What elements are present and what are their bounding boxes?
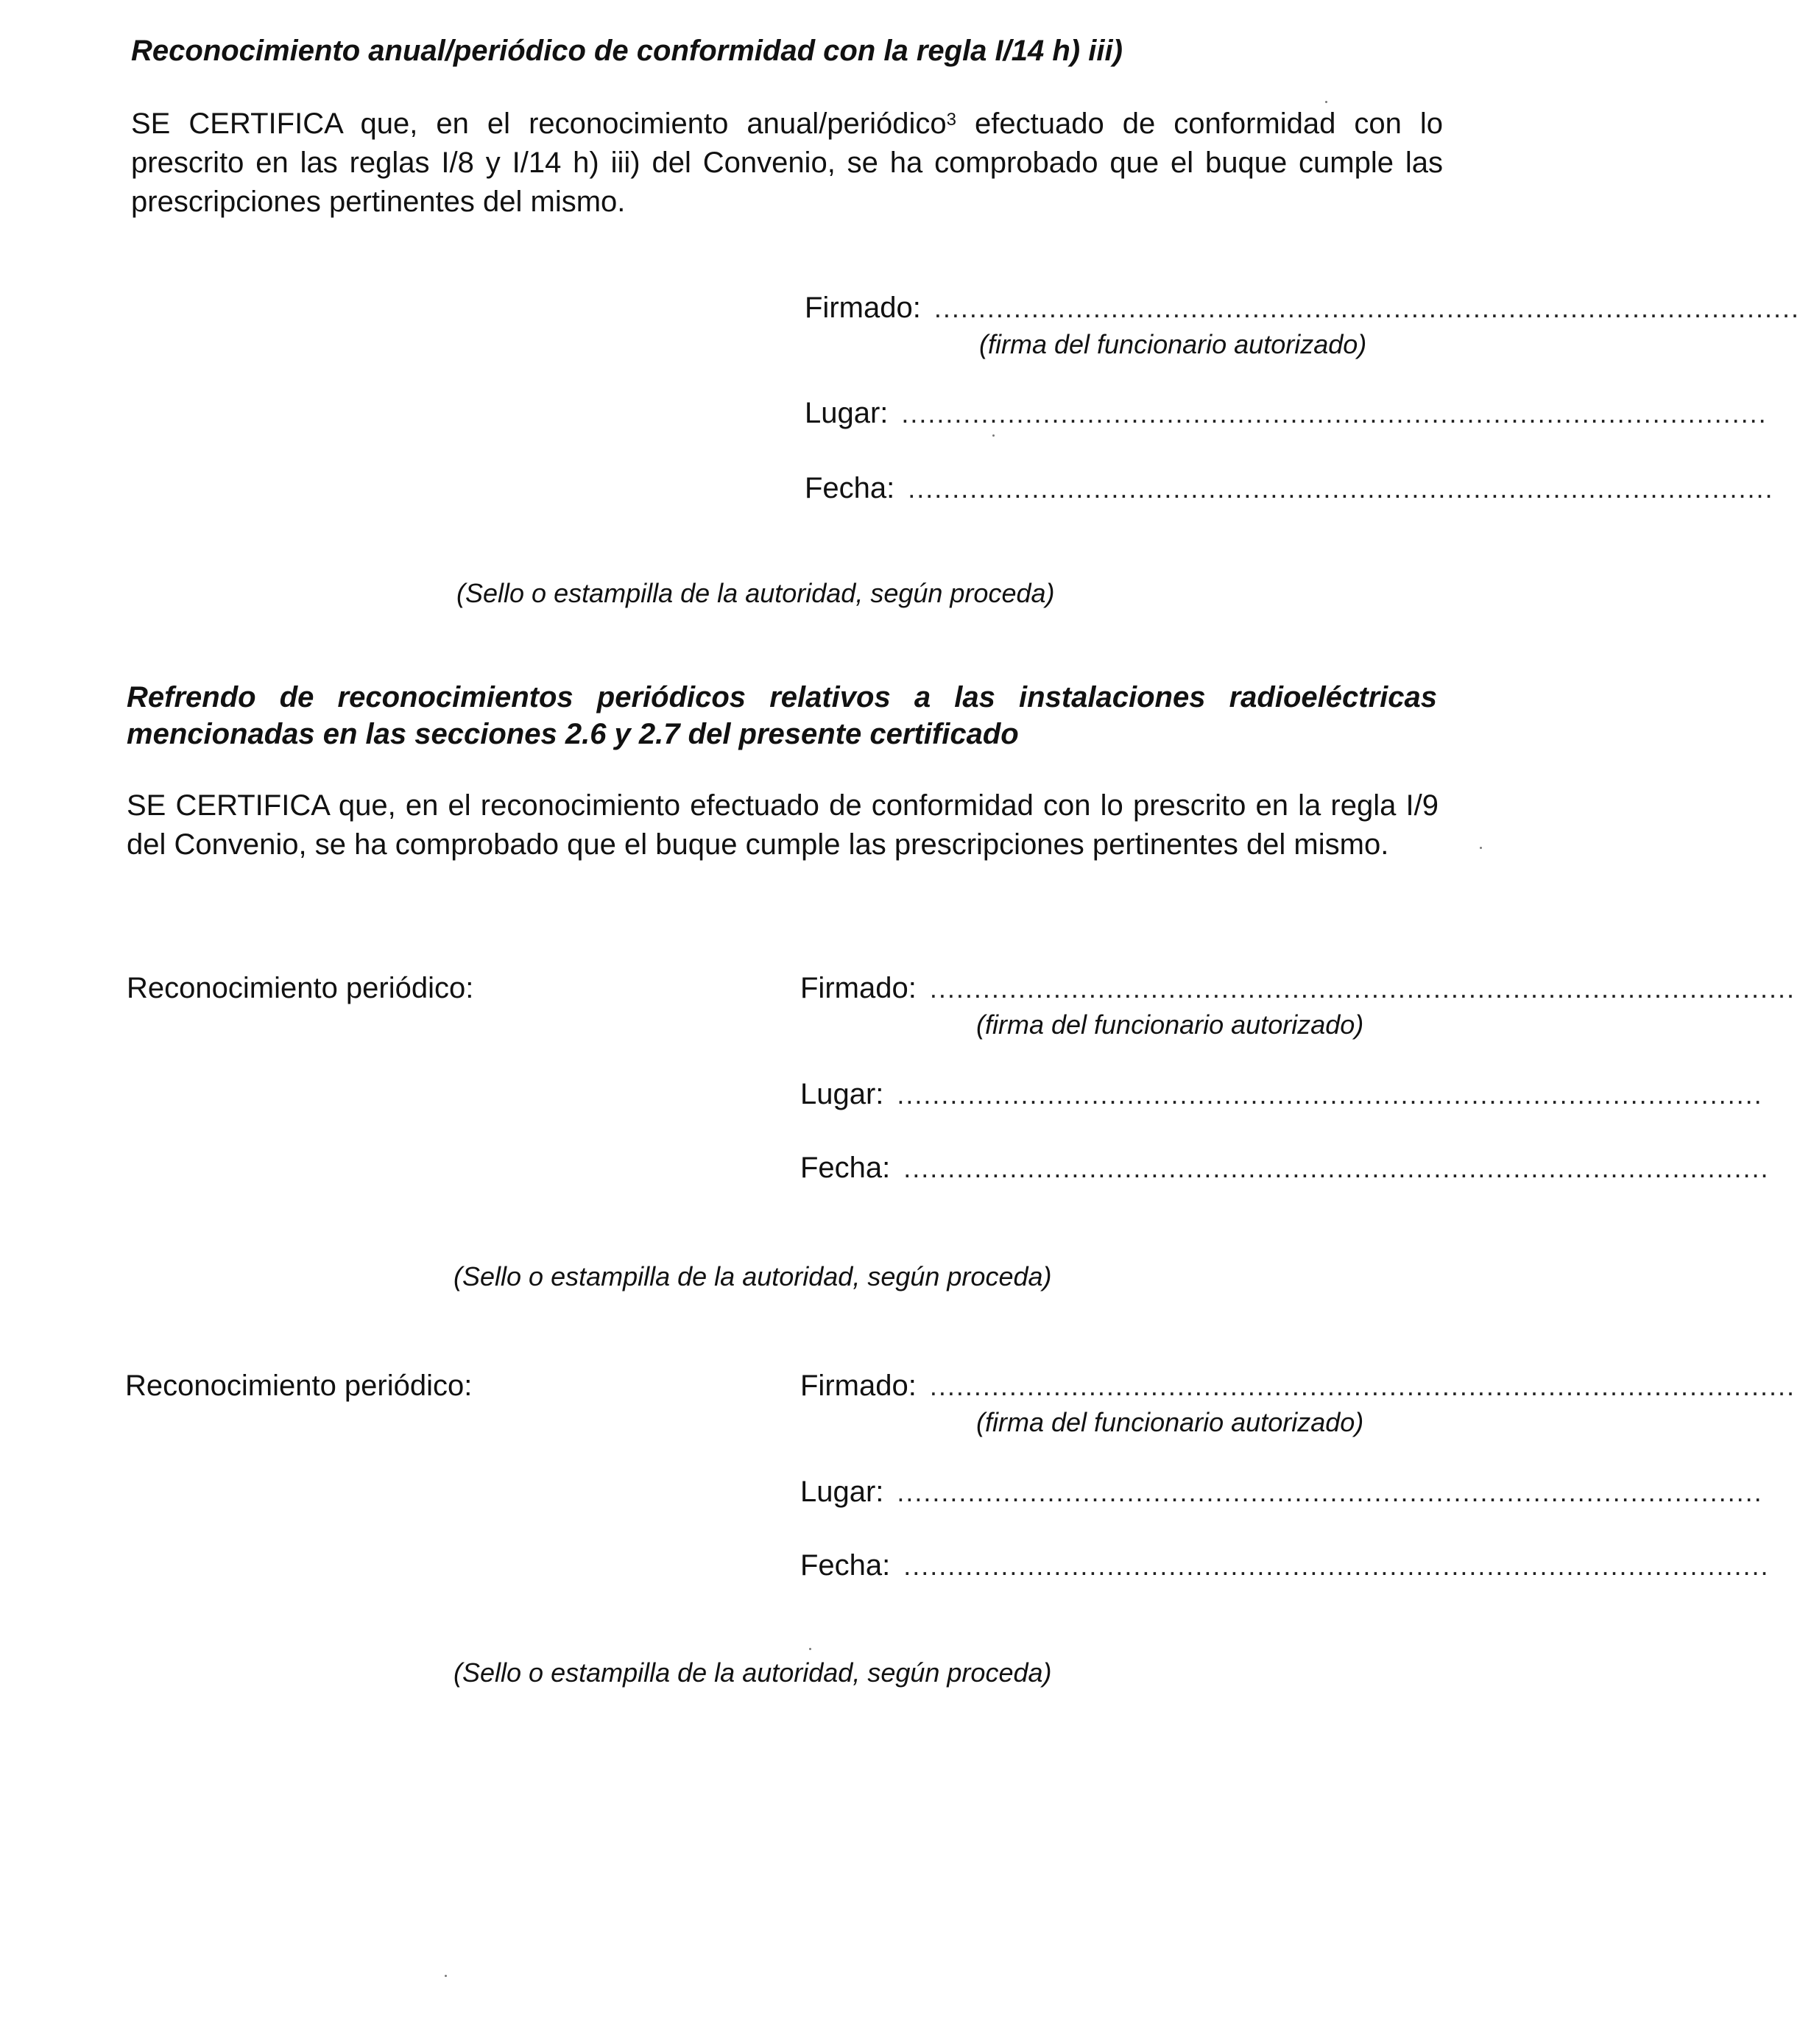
section1-paragraph-text-cont: efectuado de conformidad con lo prescrito en las reglas I/8 y I/14 h) iii) del Convenio, se ha comprobado que el buque cumple las prescripciones pertinentes del mismo. bbox=[131, 108, 1443, 218]
scan-speck bbox=[1480, 847, 1482, 849]
section1-firmado-field bbox=[805, 290, 1800, 326]
block2-periodic-survey-label: Reconocimiento periódico: bbox=[125, 1370, 473, 1402]
scan-speck bbox=[445, 1975, 447, 1977]
fecha-label: Fecha: bbox=[805, 472, 895, 504]
fecha-label: Fecha: bbox=[800, 1549, 891, 1582]
place-dotted-line: .................................................................................................. bbox=[897, 1477, 1763, 1507]
block2-firmado-field bbox=[800, 1368, 1796, 1404]
date-dotted-line: .................................................................................................. bbox=[903, 1551, 1770, 1581]
section2-paragraph: SE CERTIFICA que, en el reconocimiento efectuado de conformidad con lo prescrito en la regla I/9 del Convenio, se ha comprobado que el buque cumple las prescripciones pertinentes del mismo. bbox=[127, 789, 1439, 861]
section1-paragraph bbox=[131, 105, 1443, 222]
section1-firma-note: (firma del funcionario autorizado) bbox=[979, 329, 1367, 359]
scan-speck bbox=[992, 434, 995, 437]
fecha-label: Fecha: bbox=[800, 1152, 891, 1184]
block2-firma-note: (firma del funcionario autorizado) bbox=[976, 1407, 1364, 1437]
lugar-label: Lugar: bbox=[805, 397, 889, 429]
lugar-label: Lugar: bbox=[800, 1476, 884, 1508]
section2-heading-line2: mencionadas en las secciones 2.6 y 2.7 del presente certificado bbox=[127, 718, 1019, 750]
firmado-label: Firmado: bbox=[800, 1370, 917, 1402]
block1-stamp-note: (Sello o estampilla de la autoridad, según proceda) bbox=[453, 1261, 1052, 1291]
section1-fecha-field bbox=[805, 471, 1774, 507]
place-dotted-line: .................................................................................................. bbox=[901, 398, 1768, 429]
block1-firma-note: (firma del funcionario autorizado) bbox=[976, 1009, 1364, 1040]
section2-heading-line1: Refrendo de reconocimientos periódicos relativos a las instalaciones radioeléctricas bbox=[127, 681, 1437, 713]
signature-dotted-line: .................................................................................................. bbox=[929, 1371, 1796, 1401]
scan-speck bbox=[1325, 101, 1327, 103]
section2-heading bbox=[127, 679, 1437, 753]
section1-stamp-note: (Sello o estampilla de la autoridad, según proceda) bbox=[456, 578, 1055, 608]
section1-paragraph-text: SE CERTIFICA que, en el reconocimiento anual/periódico bbox=[131, 108, 947, 140]
block1-periodic-survey-label: Reconocimiento periódico: bbox=[127, 972, 474, 1004]
signature-dotted-line: .................................................................................................. bbox=[929, 973, 1796, 1004]
place-dotted-line: .................................................................................................. bbox=[897, 1079, 1763, 1110]
date-dotted-line: .................................................................................................. bbox=[903, 1153, 1770, 1183]
block2-fecha-field bbox=[800, 1548, 1770, 1584]
block2-stamp-note: (Sello o estampilla de la autoridad, según proceda) bbox=[453, 1657, 1052, 1688]
lugar-label: Lugar: bbox=[800, 1078, 884, 1110]
firmado-label: Firmado: bbox=[805, 292, 921, 324]
scan-speck bbox=[809, 1648, 811, 1650]
signature-dotted-line: .................................................................................................. bbox=[933, 293, 1800, 323]
section1-heading: Reconocimiento anual/periódico de conformidad con la regla I/14 h) iii) bbox=[131, 35, 1123, 67]
block2-lugar-field bbox=[800, 1474, 1763, 1510]
footnote-reference: 3 bbox=[946, 110, 956, 130]
firmado-label: Firmado: bbox=[800, 972, 917, 1004]
block1-firmado-field bbox=[800, 970, 1796, 1007]
date-dotted-line: .................................................................................................. bbox=[908, 473, 1774, 504]
block1-fecha-field bbox=[800, 1150, 1770, 1186]
section1-lugar-field bbox=[805, 395, 1768, 431]
block1-lugar-field bbox=[800, 1076, 1763, 1113]
